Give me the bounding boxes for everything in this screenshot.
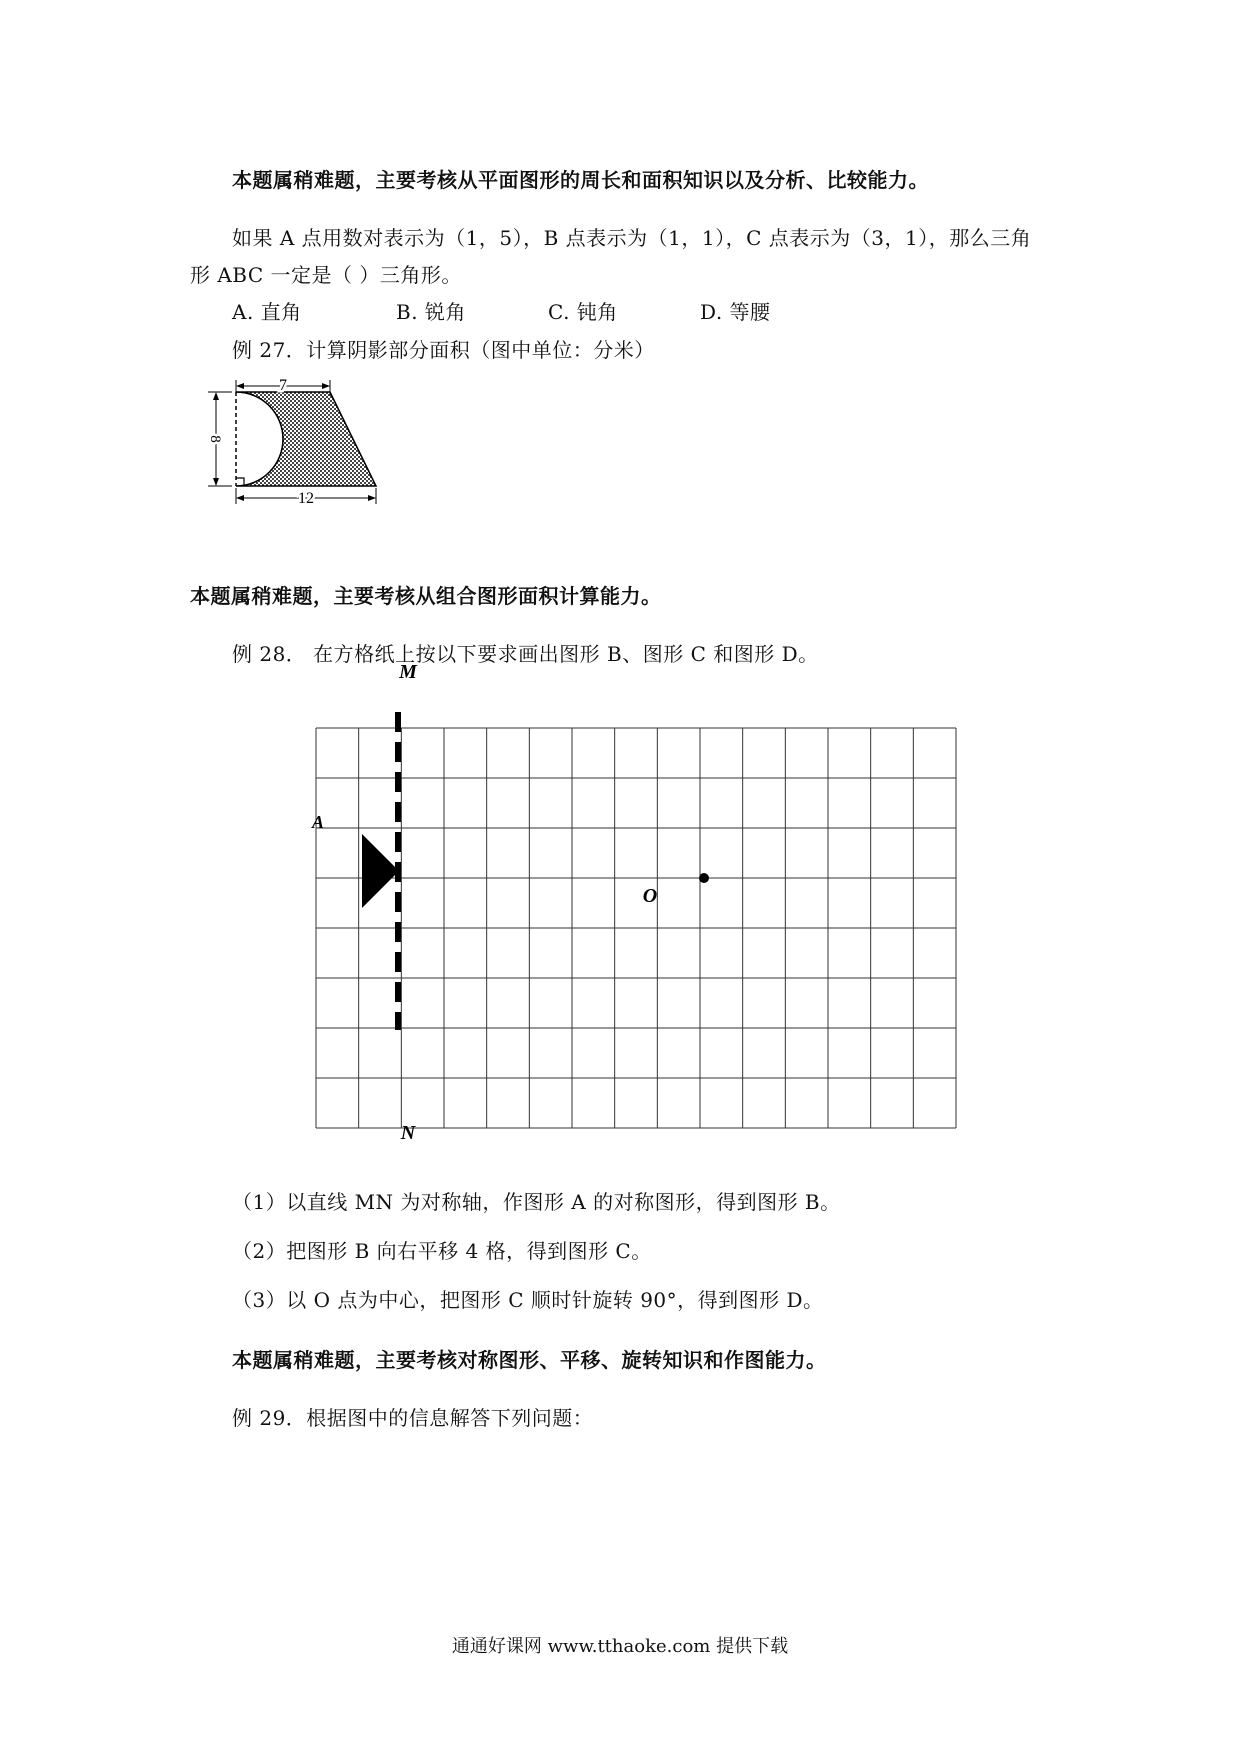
example-28-title: 例 28． 在方格纸上按以下要求画出图形 B、图形 C 和图形 D。	[232, 642, 819, 666]
option-b: B. 锐角	[396, 300, 466, 324]
shaded-region	[236, 392, 376, 486]
option-c: C. 钝角	[548, 300, 618, 324]
label-m: M	[399, 664, 417, 683]
dim-label-top: 7	[279, 378, 287, 394]
grid-lines	[316, 728, 956, 1128]
note-difficulty-1: 本题属稍难题，主要考核从平面图形的周长和面积知识以及分析、比较能力。	[232, 168, 929, 192]
label-a: A	[311, 812, 325, 832]
label-o: O	[642, 885, 658, 907]
answer-options	[232, 298, 832, 326]
page-footer: 通通好课网 www.tthaoke.com 提供下载	[451, 1636, 789, 1657]
point-o	[699, 873, 709, 883]
question-abc-line2: 形 ABC 一定是（ ）三角形。	[190, 263, 462, 287]
step-2: （2）把图形 B 向右平移 4 格，得到图形 C。	[232, 1239, 652, 1263]
question-abc-line1: 如果 A 点用数对表示为（1，5），B 点表示为（1，1），C 点表示为（3，1），那么三角	[232, 226, 1032, 250]
note-difficulty-3: 本题属稍难题，主要考核对称图形、平移、旋转知识和作图能力。	[232, 1348, 827, 1372]
step-3: （3）以 O 点为中心，把图形 C 顺时针旋转 90°，得到图形 D。	[232, 1288, 824, 1312]
dim-label-height: 8	[207, 435, 223, 443]
note-difficulty-2: 本题属稍难题，主要考核从组合图形面积计算能力。	[190, 584, 662, 608]
label-n: N	[400, 1122, 416, 1144]
step-1: （1）以直线 MN 为对称轴，作图形 A 的对称图形，得到图形 B。	[232, 1190, 841, 1214]
option-d: D. 等腰	[700, 300, 771, 324]
dim-label-bottom: 12	[298, 490, 314, 507]
shape-a	[362, 834, 399, 908]
grid-paper-figure	[300, 664, 990, 1144]
option-a: A. 直角	[232, 300, 302, 324]
example-27-title: 例 27．计算阴影部分面积（图中单位：分米）	[232, 338, 655, 362]
shaded-area-figure	[200, 378, 390, 514]
example-29-title: 例 29．根据图中的信息解答下列问题：	[232, 1406, 594, 1430]
